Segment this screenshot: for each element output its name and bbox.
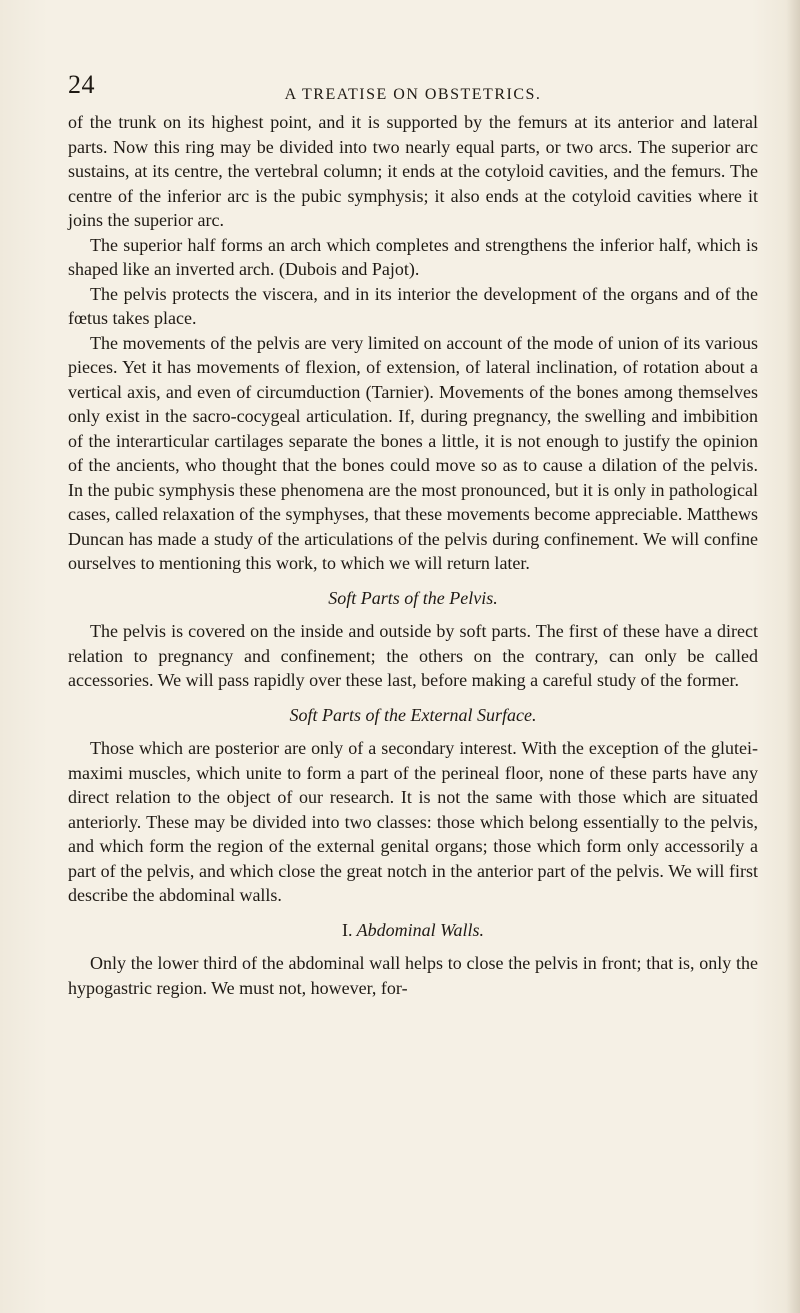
section-heading-external-surface: Soft Parts of the External Surface. bbox=[289, 704, 537, 725]
paragraph-continued: of the trunk on its highest point, and it is supported by the femurs at its anterior and lateral parts. Now this ring may be divided into two nearly equal parts, or two arcs. The superior arc sustains, at its centre, the vertebral column; it ends at the cotyloid cavities, and the femurs. The centre of the inferior arc is the pubic symphysis; it also ends at the cotyloid cavities where it joins the superior arc. bbox=[68, 112, 758, 230]
paragraph-viscera: The pelvis protects the viscera, and in its interior the development of the organs and of the fœtus takes place. bbox=[68, 283, 758, 328]
running-head: A TREATISE ON OBSTETRICS. bbox=[284, 86, 542, 103]
paragraph-external-surface: Those which are posterior are only of a secondary interest. With the exception of the glutei-maximi muscles, which unite to form a part of the perineal floor, none of these parts have any direct relation to the object of our research. It is not the same with those which are situated anteriorly. These may be divided into two classes: those which belong essentially to the pelvis, and which form the region of the external genital organs; those which form only accessorily a part of the pelvis, and which close the great notch in the anterior part of the pelvis. We will first describe the abdominal walls. bbox=[68, 738, 758, 905]
paragraph-soft-parts: The pelvis is covered on the inside and outside by soft parts. The first of these have a direct relation to pregnancy and confinement; the others on the contrary, can only be called accessories. We will pass rapidly over these last, before making a careful study of the former. bbox=[68, 621, 758, 690]
paragraph-arch: The superior half forms an arch which completes and strengthens the inferior half, which is shaped like an inverted arch. (Dubois and Pajot). bbox=[68, 234, 758, 279]
section-heading-abdominal-walls bbox=[68, 918, 758, 943]
page-edge-shadow bbox=[786, 0, 800, 1313]
page-header bbox=[68, 70, 758, 110]
paragraph-movements: The movements of the pelvis are very limited on account of the mode of union of its various pieces. Yet it has movements of flexion, of extension, of lateral inclination, of rotation about a vertical axis, and even of circumduction (Tarnier). Movements of the bones among themselves only exist in the sacro-cocygeal articulation. If, during pregnancy, the swelling and imbibition of the interarticular cartilages separate the bones a little, it is not enough to justify the opinion of the ancients, who thought that the bones could move so as to cause a dilation of the pelvis. In the pubic symphysis these phenomena are the most pronounced, but it is only in pathological cases, called relaxation of the symphyses, that these movements become appreciable. Matthews Duncan has made a study of the articulations of the pelvis during confinement. We will confine ourselves to mentioning this work, to which we will return later. bbox=[68, 332, 758, 573]
page-number: 24 bbox=[68, 70, 95, 99]
section-heading-soft-parts: Soft Parts of the Pelvis. bbox=[328, 587, 498, 608]
paragraph-abdominal-walls: Only the lower third of the abdominal wall helps to close the pelvis in front; that is, only the hypogastric region. We must not, however, for- bbox=[68, 953, 758, 998]
section-numeral: I. bbox=[341, 919, 353, 940]
page-body bbox=[68, 110, 758, 1000]
section-title: Abdominal Walls. bbox=[356, 919, 485, 940]
